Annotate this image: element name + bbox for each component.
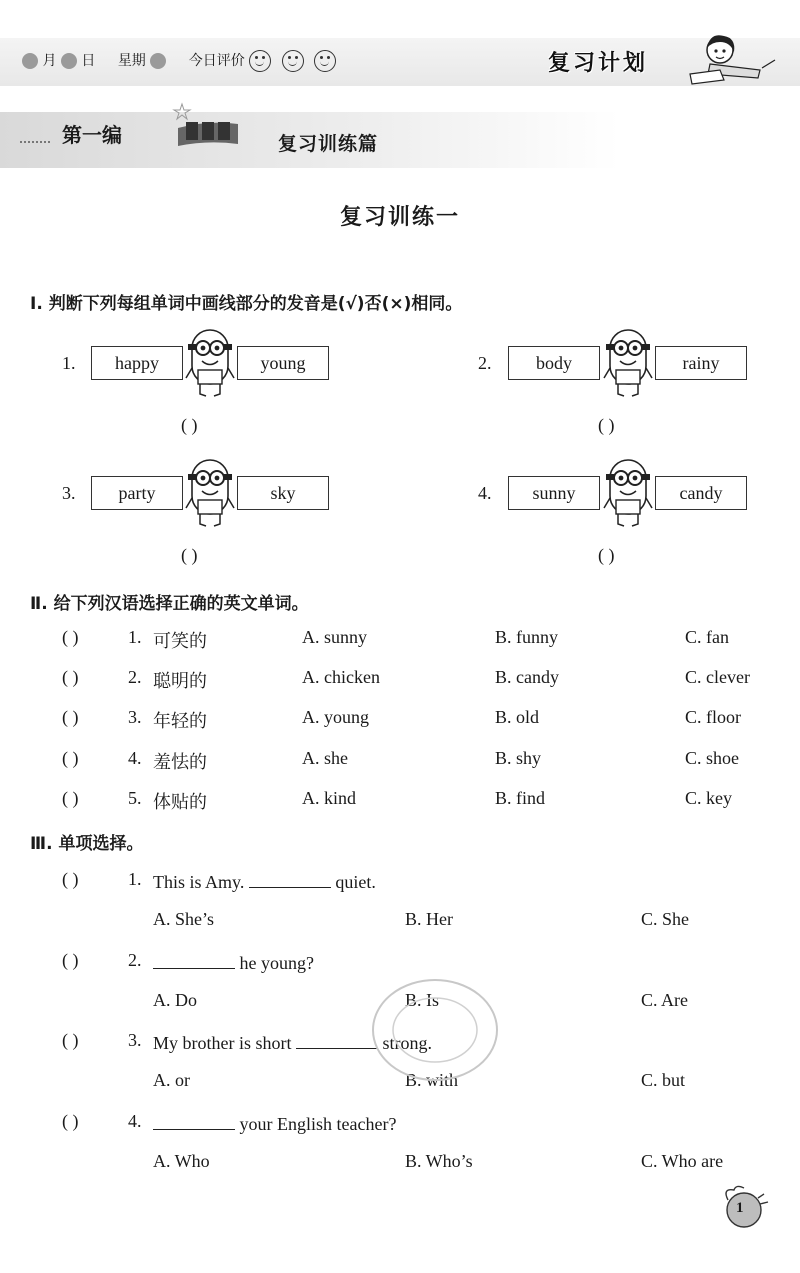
item-number: 2. bbox=[128, 950, 142, 970]
word-box: party bbox=[91, 476, 183, 510]
question-pre: My brother is short bbox=[153, 1033, 292, 1053]
chinese-word: 可笑的 bbox=[153, 631, 207, 652]
option-a: A. kind bbox=[302, 788, 356, 808]
option-c: C. Are bbox=[641, 990, 688, 1010]
option-c: C. floor bbox=[685, 707, 741, 727]
option-c: C. clever bbox=[685, 667, 750, 687]
minion-icon bbox=[602, 328, 654, 400]
answer-paren[interactable]: ( ) bbox=[62, 707, 79, 727]
word-box: young bbox=[237, 346, 329, 380]
option-b: B. Her bbox=[405, 909, 453, 929]
answer-paren[interactable]: ( ) bbox=[62, 1111, 79, 1131]
book-icon bbox=[168, 98, 248, 150]
word-box: body bbox=[508, 346, 600, 380]
option-b: B. old bbox=[495, 707, 540, 727]
page-title: 复习训练一 bbox=[339, 204, 460, 230]
option-b: B. shy bbox=[495, 748, 542, 768]
chapter-label: 第一编 bbox=[62, 123, 122, 147]
option-c: C. She bbox=[641, 909, 690, 929]
item-number: 1. bbox=[128, 869, 142, 889]
rating-label: 今日评价 bbox=[188, 53, 245, 69]
page-number: 1 bbox=[736, 1200, 744, 1216]
question-text bbox=[153, 950, 314, 974]
option-c: C. but bbox=[641, 1070, 686, 1090]
answer-paren[interactable]: ( ) bbox=[62, 1030, 79, 1050]
month-label: 月 bbox=[42, 53, 57, 69]
chinese-word: 羞怯的 bbox=[153, 752, 207, 773]
option-c: C. key bbox=[685, 788, 732, 808]
item-number: 2. bbox=[478, 353, 492, 373]
option-b: B. Is bbox=[405, 990, 440, 1010]
day-label: 日 bbox=[81, 53, 96, 69]
answer-paren[interactable]: ( ) bbox=[62, 950, 79, 970]
month-circle-icon bbox=[22, 53, 38, 69]
smiley-icon[interactable] bbox=[314, 50, 336, 72]
answer-paren[interactable]: ( ) bbox=[181, 545, 198, 565]
question-post: he young? bbox=[239, 953, 314, 973]
seal-stamp-icon bbox=[360, 970, 510, 1090]
option-a: A. or bbox=[153, 1070, 190, 1090]
item-number: 4. bbox=[128, 748, 142, 768]
question-pre: This is Amy. bbox=[153, 872, 245, 892]
date-rating-row bbox=[22, 50, 342, 72]
word-box: sunny bbox=[508, 476, 600, 510]
option-c: C. fan bbox=[685, 627, 729, 647]
option-b: B. find bbox=[495, 788, 546, 808]
fill-blank[interactable] bbox=[153, 1111, 235, 1130]
minion-icon bbox=[184, 458, 236, 530]
answer-paren[interactable]: ( ) bbox=[62, 869, 79, 889]
option-a: A. Who bbox=[153, 1151, 210, 1171]
option-c: C. Who are bbox=[641, 1151, 724, 1171]
answer-paren[interactable]: ( ) bbox=[181, 415, 198, 435]
item-number: 5. bbox=[128, 788, 142, 808]
option-a: A. Do bbox=[153, 990, 197, 1010]
item-number: 3. bbox=[62, 483, 76, 503]
reading-girl-icon bbox=[680, 30, 780, 86]
item-number: 2. bbox=[128, 667, 142, 687]
answer-paren[interactable]: ( ) bbox=[62, 748, 79, 768]
plan-title: 复习计划 bbox=[548, 51, 649, 76]
chinese-word: 体贴的 bbox=[153, 792, 207, 813]
question-text bbox=[153, 869, 376, 893]
question-post: strong. bbox=[382, 1033, 432, 1053]
item-number: 1. bbox=[128, 627, 142, 647]
item-number: 4. bbox=[478, 483, 492, 503]
minion-icon bbox=[184, 328, 236, 400]
chapter-subtitle: 复习训练篇 bbox=[278, 133, 379, 155]
fill-blank[interactable] bbox=[153, 950, 235, 969]
word-box: rainy bbox=[655, 346, 747, 380]
smiley-icon[interactable] bbox=[249, 50, 271, 72]
option-b: B. funny bbox=[495, 627, 558, 647]
answer-paren[interactable]: ( ) bbox=[598, 415, 615, 435]
week-label: 星期 bbox=[117, 53, 146, 69]
option-b: B. Who’s bbox=[405, 1151, 473, 1171]
option-a: A. chicken bbox=[302, 667, 380, 687]
question-post: quiet. bbox=[335, 872, 376, 892]
word-box: candy bbox=[655, 476, 747, 510]
word-box: happy bbox=[91, 346, 183, 380]
week-circle-icon bbox=[150, 53, 166, 69]
fill-blank[interactable] bbox=[249, 869, 331, 888]
answer-paren[interactable]: ( ) bbox=[62, 627, 79, 647]
answer-paren[interactable]: ( ) bbox=[598, 545, 615, 565]
option-a: A. she bbox=[302, 748, 348, 768]
day-circle-icon bbox=[61, 53, 77, 69]
item-number: 1. bbox=[62, 353, 76, 373]
option-b: B. candy bbox=[495, 667, 559, 687]
option-b: B. with bbox=[405, 1070, 459, 1090]
decor-dots bbox=[20, 141, 50, 143]
option-a: A. young bbox=[302, 707, 369, 727]
option-c: C. shoe bbox=[685, 748, 739, 768]
chinese-word: 聪明的 bbox=[153, 671, 207, 692]
answer-paren[interactable]: ( ) bbox=[62, 667, 79, 687]
item-number: 4. bbox=[128, 1111, 142, 1131]
question-text bbox=[153, 1111, 396, 1135]
question-post: your English teacher? bbox=[239, 1114, 397, 1134]
minion-icon bbox=[602, 458, 654, 530]
smiley-icon[interactable] bbox=[282, 50, 304, 72]
section-3-heading: Ⅲ. 单项选择。 bbox=[30, 834, 144, 854]
item-number: 3. bbox=[128, 707, 142, 727]
section-1-heading: Ⅰ. 判断下列每组单词中画线部分的发音是(√)否(×)相同。 bbox=[30, 294, 463, 314]
item-number: 3. bbox=[128, 1030, 142, 1050]
option-a: A. sunny bbox=[302, 627, 368, 647]
answer-paren[interactable]: ( ) bbox=[62, 788, 79, 808]
chinese-word: 年轻的 bbox=[153, 711, 207, 732]
option-a: A. She’s bbox=[153, 909, 215, 929]
word-box: sky bbox=[237, 476, 329, 510]
section-2-heading: Ⅱ. 给下列汉语选择正确的英文单词。 bbox=[30, 594, 309, 614]
